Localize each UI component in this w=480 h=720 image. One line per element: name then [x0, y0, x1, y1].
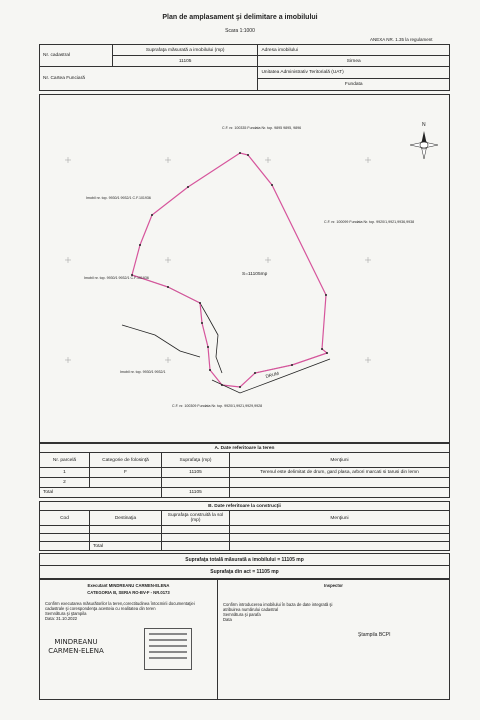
- executant-category: CATEGORIA B, SERIA RO-BV-F - NR.0173: [87, 590, 170, 595]
- inspector-sign-label: Semnătura şi parafa: [223, 612, 261, 617]
- carte-funciara-label: Nr. Cartea Funciară: [40, 67, 258, 91]
- total-measured: Suprafaţa totală măsurată a imobilului = 11105 mp: [39, 553, 450, 566]
- executant-text: Confirm executarea măsurătorilor la teren,corectitudinea întocmirii documentaţiei cadastrale şi corespondenţa acesteia cu realitatea din teren: [45, 601, 195, 611]
- table-row: [40, 478, 450, 488]
- total-value: 11105: [162, 488, 230, 498]
- executant-date: Data: 31.10.2022: [45, 616, 78, 621]
- executant-stamp-name: MINDREANU CARMEN-ELENA: [48, 638, 104, 655]
- inspector-title: Inspector: [324, 583, 343, 588]
- col-destinatia: Destinaţia: [90, 511, 162, 526]
- col-cod: Cod: [40, 511, 90, 526]
- inspector-text: Confirm introducerea imobilului în baza de date integrată şi atribuirea numărului cadastral: [223, 602, 333, 612]
- area-label: S=11105mp: [242, 272, 268, 277]
- col-suprafata: Suprafaţa (mp): [162, 453, 230, 468]
- total-label-b: Total: [90, 542, 162, 551]
- neighbor-southwest: Imobil nr. top. 9930/1 9932/1: [120, 370, 166, 374]
- table-row: [40, 534, 450, 542]
- road-label: DRUM: [265, 370, 280, 379]
- row-mentiuni: [230, 478, 450, 488]
- row-nr: 2: [40, 478, 90, 488]
- uat-label: Unitatea Administrativ Teritorială (UAT): [258, 67, 450, 79]
- nr-cadastral-label: Nr. cadastral: [40, 45, 113, 67]
- inspector-panel: [218, 580, 449, 699]
- section-b-table: [39, 501, 450, 551]
- col-nr-parcela: Nr. parcelă: [40, 453, 90, 468]
- executant-stamp: [144, 628, 192, 670]
- section-a-title: A. Date referitoare la teren: [40, 444, 450, 453]
- row-mentiuni: Terenul este delimitat de drum, gard plasa, arbori marcati si tarusi din lemn: [230, 468, 450, 478]
- executant-sign-label: Semnătura şi ştampila: [45, 611, 87, 616]
- executant-title: Executant MINDREANU CARMEN-ELENA: [87, 583, 170, 588]
- north-arrow-icon: [410, 122, 438, 159]
- row-categorie: F: [90, 468, 162, 478]
- plan-drawing: [40, 95, 451, 444]
- annex-label: ANEXA NR. 1.35 la regulament: [370, 37, 433, 42]
- grid-crosses: [65, 157, 371, 363]
- neighbor-north: C.F. nr. 100335 Fundata Nr. top. 9895 9895, 9896: [222, 126, 302, 130]
- bcpi-stamp-label: Ştampila BCPI: [358, 632, 391, 638]
- executant-panel: [40, 580, 218, 699]
- adresa-label: Adresa imobilului: [258, 45, 450, 56]
- suprafata-value: 11105: [112, 56, 258, 67]
- north-label: N: [422, 122, 426, 128]
- uat-value: Fundata: [258, 79, 450, 91]
- total-row: [40, 488, 450, 498]
- col-mentiuni: Menţiuni: [230, 453, 450, 468]
- neighbor-south: C.F. nr. 100309 Fundata Nr. top. 9920/1,9921,9929,9928: [172, 404, 263, 408]
- row-categorie: [90, 478, 162, 488]
- row-nr: 1: [40, 468, 90, 478]
- total-row: [40, 542, 450, 551]
- row-suprafata: [162, 478, 230, 488]
- vertex-points: [131, 152, 328, 388]
- table-row: [40, 468, 450, 478]
- neighbor-lines: [122, 275, 327, 373]
- total-act: Suprafaţa din act = 11105 mp: [39, 566, 450, 579]
- row-suprafata: 11105: [162, 468, 230, 478]
- inspector-date: Data: [223, 617, 232, 622]
- col-suprafata-construita: Suprafaţa construită la sol (mp): [162, 511, 230, 526]
- col-categorie: Categorie de folosinţă: [90, 453, 162, 468]
- total-label: Total: [40, 488, 162, 498]
- section-b-title: B. Date referitoare la construcţii: [40, 502, 450, 511]
- col-mentiuni-b: Menţiuni: [230, 511, 450, 526]
- property-info-table: [39, 44, 450, 91]
- suprafata-label: Suprafaţa măsurată a imobilului (mp): [112, 45, 258, 56]
- neighbor-east: C.F. nr. 100099 Fundata Nr. top. 9920/1,9921,9936,9938: [324, 220, 415, 224]
- parcel-boundary: [132, 153, 327, 387]
- site-plan: [39, 94, 450, 443]
- neighbor-west-2: Imobil nr. top. 9930/1 9932/1 C.F.101936: [84, 276, 149, 280]
- document-title: Plan de amplasament şi delimitare a imobilului: [162, 14, 318, 21]
- table-row: [40, 526, 450, 534]
- adresa-value: Sirnea: [258, 56, 450, 67]
- signature-block: [39, 579, 450, 700]
- section-a-table: [39, 443, 450, 498]
- totals-block: [39, 553, 450, 579]
- neighbor-west-1: Imobil nr. top. 9930/1 9932/1 C.F.101936: [86, 196, 151, 200]
- scale-label: Scara 1:1000: [225, 28, 255, 34]
